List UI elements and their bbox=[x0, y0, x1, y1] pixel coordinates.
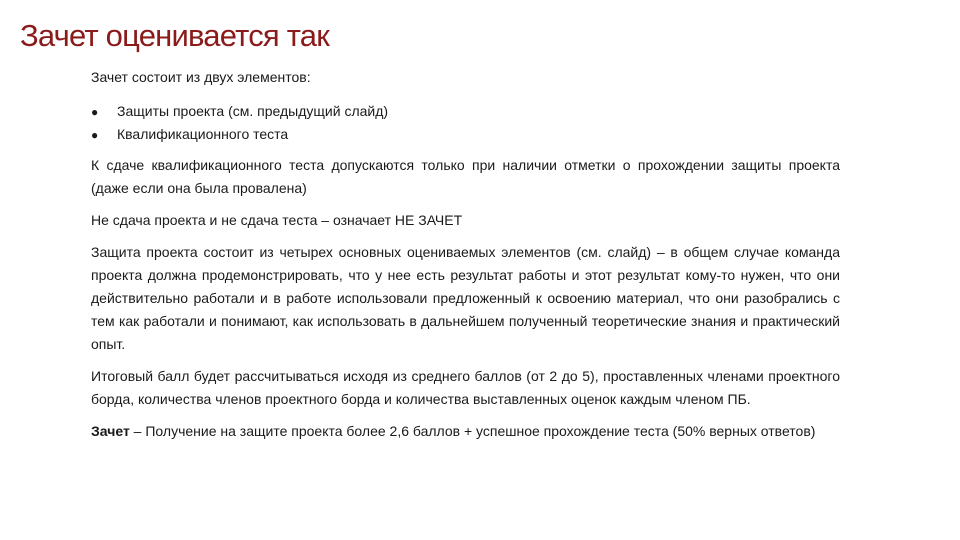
bullet-list bbox=[91, 100, 840, 146]
bullet-dot-icon: ● bbox=[91, 128, 99, 142]
defense-paragraph: Защита проекта состоит из четырех основных оцениваемых элементов (см. слайд) – в общем случае команда проекта должна продемонстрировать, что у нее есть результат работы и этот результат кому-то нужен, что они действительно работали и в работе использовали предложенный к освоению материал, что они разобрались с тем как работали и понимают, как использовать в дальнейшем полученный теоретические знания и практический опыт. bbox=[91, 244, 840, 352]
score-paragraph: Итоговый балл будет рассчитываться исходя из среднего баллов (от 2 до 5), проставленных членами проектного борда, количества членов проектного борда и количества выставленных оценок каждым членом ПБ. bbox=[91, 368, 840, 407]
pass-label: Зачет bbox=[91, 423, 130, 439]
list-item bbox=[91, 123, 840, 146]
bullet-text: Квалификационного теста bbox=[117, 126, 289, 142]
intro-text: Зачет состоит из двух элементов: bbox=[91, 69, 311, 85]
slide-title: Зачет оценивается так bbox=[20, 18, 329, 53]
bullet-text: Защиты проекта (см. предыдущий слайд) bbox=[117, 103, 389, 119]
admission-paragraph: К сдаче квалификационного теста допускаются только при наличии отметки о прохождении защиты проекта (даже если она была провалена) bbox=[91, 157, 840, 196]
bullet-dot-icon: ● bbox=[91, 105, 99, 119]
pass-text: – Получение на защите проекта более 2,6 баллов + успешное прохождение теста (50% верных ответов) bbox=[129, 423, 816, 439]
pass-criteria-paragraph bbox=[91, 420, 840, 443]
fail-paragraph: Не сдача проекта и не сдача теста – означает НЕ ЗАЧЕТ bbox=[91, 212, 463, 228]
slide-body bbox=[91, 66, 840, 452]
list-item bbox=[91, 100, 840, 123]
